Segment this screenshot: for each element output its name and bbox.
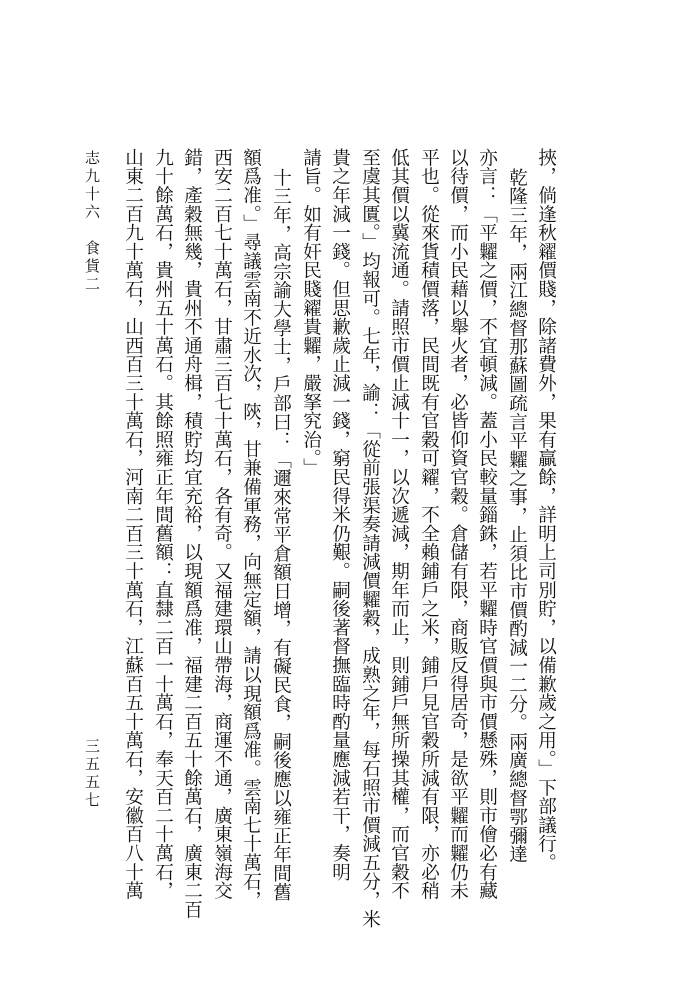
- text-column-1: 挾，倘逢秋糴價賤，除諸費外，果有贏餘，詳明上司別貯，以備歉歲之用。」下部議行。: [535, 148, 557, 872]
- text-column-14: 九十餘萬石，貴州五十萬石。其餘照雍正年間舊額：直隸二百一十萬石，奉天百二十萬石，: [152, 148, 174, 900]
- text-column-7: 至虞其匱。」均報可。七年，諭：「從前張渠奏請減價糶穀，成熟之年，每石照市價減五分，米: [359, 148, 381, 929]
- text-column-6: 低其價以冀流通。請照市價止減十一，以次遞減，期年而止，則鋪戶無所操其權，而官穀不: [388, 148, 410, 900]
- text-column-9: 請旨。如有奸民賤糴貴糶，嚴拏究治。」: [300, 148, 322, 478]
- text-column-3: 亦言：「平糶之價，不宜頓減。蓋小民較量錙銖，若平糶時官價與市價懸殊，則市儈必有藏: [476, 148, 498, 900]
- text-column-13: 錯，產穀無幾，貴州不通舟楫，積貯均宜充裕，以現額爲准，福建二百五十餘萬石，廣東二百: [181, 148, 203, 919]
- text-column-10: 十三年，高宗諭大學士，戶部曰：「邇來常平倉額日增，有礙民食，嗣後應以雍正年間舊: [270, 168, 292, 902]
- text-column-8: 貴之年減一錢。但思歉歲止減一錢，窮民得米仍艱。嗣後著督撫臨時酌量應減若干，奏明: [329, 148, 351, 882]
- running-head: 志九十六 食貨二: [83, 150, 101, 294]
- page-number: 三五五七: [83, 738, 101, 810]
- text-column-5: 平也。從來貨積價落，民間既有官穀可糴，不全賴鋪戶之米，鋪戶見官穀所減有限，亦必稍: [418, 148, 440, 900]
- text-column-2: 乾隆三年，兩江總督那蘇圖疏言平糶之事，止須比市價酌減一二分。兩廣總督鄂彌達: [506, 168, 528, 864]
- text-column-11: 額爲准。」尋議雲南不近水次，陝，甘兼備軍務，向無定額，請以現額爲准。雲南七十萬石，: [240, 148, 262, 910]
- text-column-12: 西安二百七十萬石，甘肅三百七十萬石，各有奇。又福建環山帶海，商運不通，廣東嶺海交: [211, 148, 233, 900]
- text-column-4: 以待價，而小民藉以舉火者，必皆仰資官穀。倉儲有限，商販反得居奇，是欲平糶而糶仍未: [447, 148, 469, 900]
- text-column-15: 山東二百九十萬石，山西百三十萬石，河南二百三十萬石，江蘇百五十萬石，安徽百八十萬: [122, 148, 144, 900]
